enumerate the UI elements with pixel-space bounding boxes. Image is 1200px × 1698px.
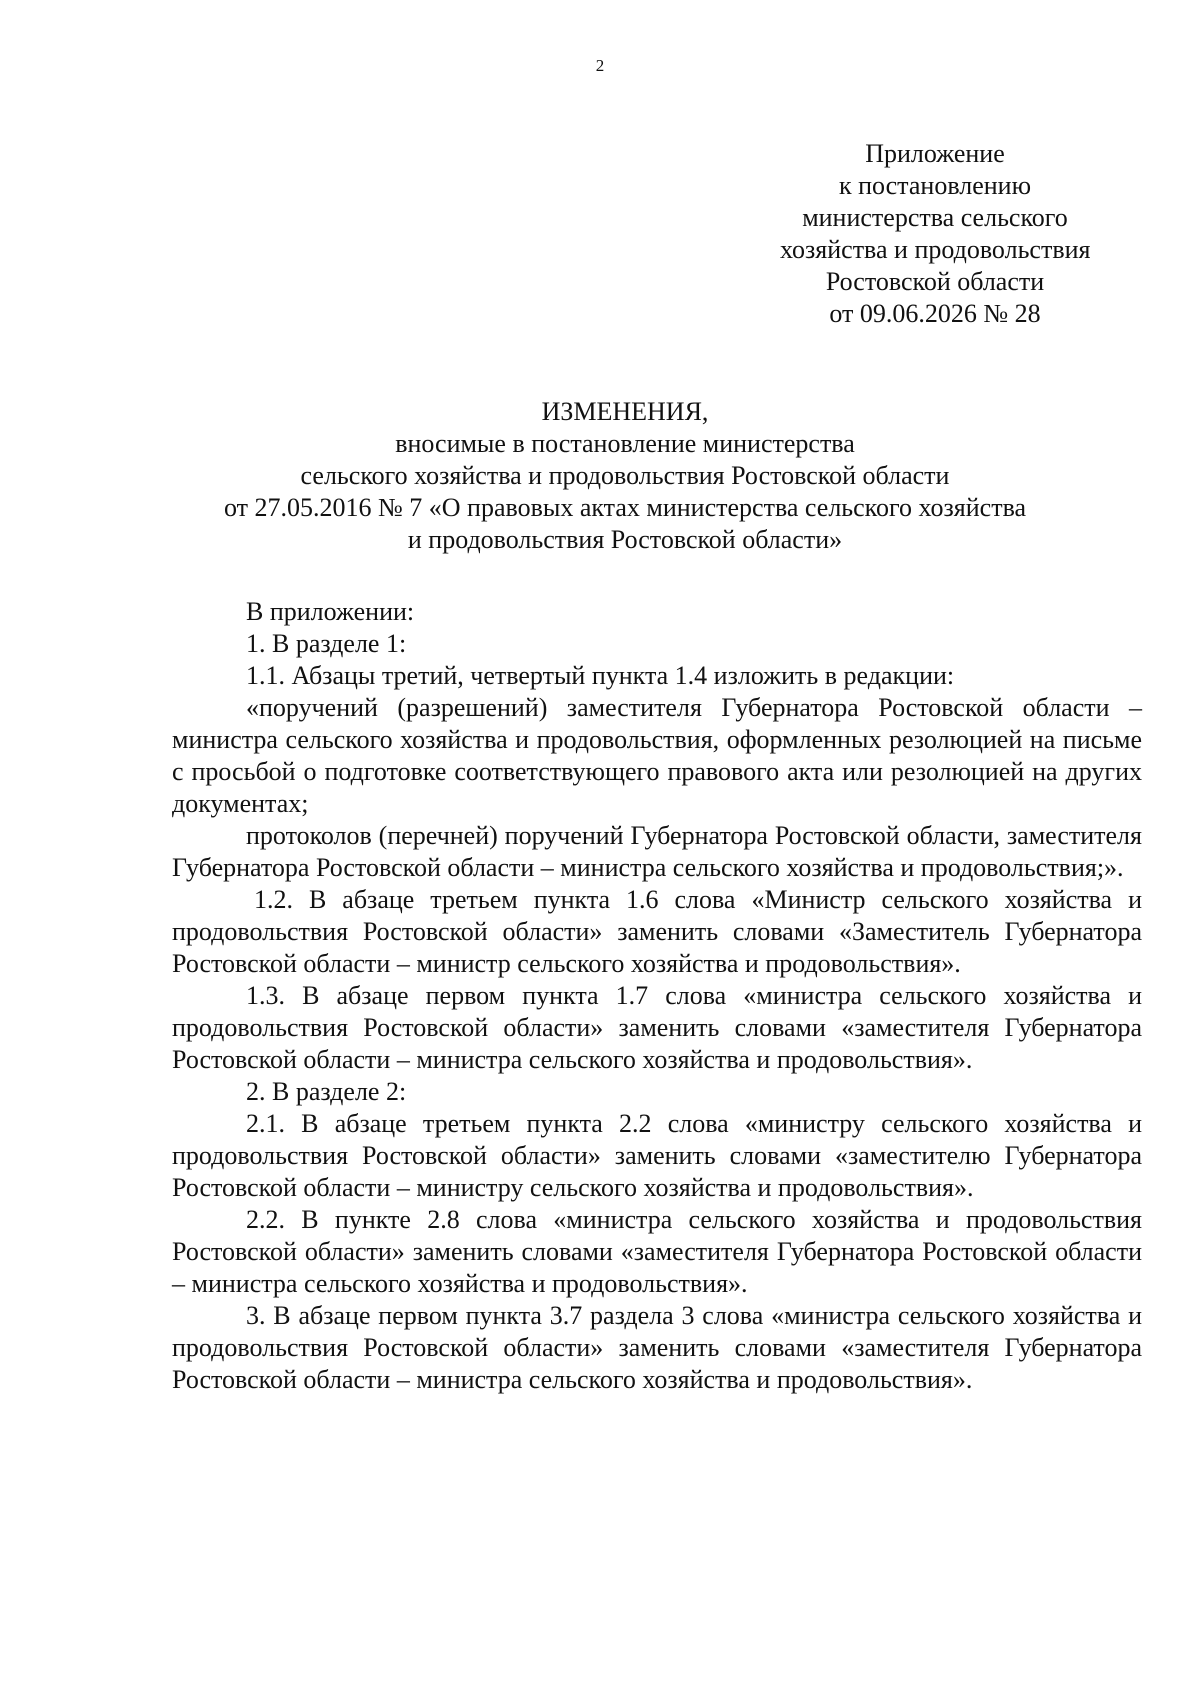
paragraph-item-1-2: 1.2. В абзаце третьем пункта 1.6 слова «Министр сельского хозяйства и продовольствия Ростовской области» заменить словами «Заместитель Губернатора Ростовской области – министр сельского хозяйства и продовольствия». [172,885,1142,978]
document-title [160,396,1090,556]
appendix-line: Приложение [865,139,1005,168]
paragraph-item-1-1: 1.1. Абзацы третий, четвертый пункта 1.4 изложить в редакции: [246,661,955,690]
title-line: и продовольствия Ростовской области» [407,525,843,554]
paragraph-intro: В приложении: [246,597,415,626]
title-line: от 27.05.2016 № 7 «О правовых актах министерства сельского хозяйства [223,493,1027,522]
appendix-line: Ростовской области [825,267,1045,296]
appendix-block [780,138,1090,330]
paragraph-item-1-3: 1.3. В абзаце первом пункта 1.7 слова «министра сельского хозяйства и продовольствия Ростовской области» заменить словами «заместителя Губернатора Ростовской области – министра сельского хозяйства и продовольствия». [172,981,1142,1074]
title-heading: ИЗМЕНЕНИЯ, [541,397,709,426]
title-line: вносимые в постановление министерства [395,429,855,458]
paragraph-section-2: 2. В разделе 2: [246,1077,407,1106]
paragraph-section-1: 1. В разделе 1: [246,629,407,658]
document-body [172,596,1142,1396]
appendix-line: от 09.06.2026 № 28 [829,299,1041,328]
title-line: сельского хозяйства и продовольствия Ростовской области [300,461,950,490]
paragraph-quote-1: «поручений (разрешений) заместителя Губернатора Ростовской области – министра сельского хозяйства и продовольствия, оформленных резолюцией на письме с просьбой о подготовке соответствующего правового акта или резолюцией на других документах; [172,693,1142,818]
paragraph-item-3: 3. В абзаце первом пункта 3.7 раздела 3 слова «министра сельского хозяйства и продовольствия Ростовской области» заменить словами «заместителя Губернатора Ростовской области – министра сельского хозяйства и продовольствия». [172,1301,1142,1394]
paragraph-quote-2: протоколов (перечней) поручений Губернатора Ростовской области, заместителя Губернатора Ростовской области – министра сельского хозяйства и продовольствия;». [172,821,1142,882]
appendix-line: к постановлению [838,171,1032,200]
appendix-line: хозяйства и продовольствия [780,235,1091,264]
paragraph-item-2-1: 2.1. В абзаце третьем пункта 2.2 слова «министру сельского хозяйства и продовольствия Ростовской области» заменить словами «заместителю Губернатора Ростовской области – министру сельского хозяйства и продовольствия». [172,1109,1142,1202]
appendix-line: министерства сельского [802,203,1068,232]
page-number: 2 [595,56,605,75]
paragraph-item-2-2: 2.2. В пункте 2.8 слова «министра сельского хозяйства и продовольствия Ростовской области» заменить словами «заместителя Губернатора Ростовской области – министра сельского хозяйства и продовольствия». [172,1205,1142,1298]
